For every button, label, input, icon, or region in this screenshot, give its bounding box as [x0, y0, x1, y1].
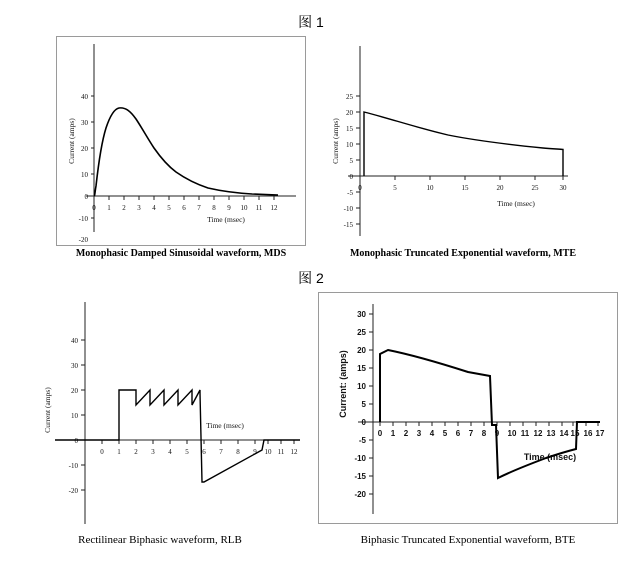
- svg-text:15: 15: [570, 429, 580, 438]
- svg-text:4: 4: [152, 204, 156, 212]
- chart-rlb: [10, 292, 310, 532]
- caption-rlb: Rectilinear Biphasic waveform, RLB: [78, 534, 242, 546]
- x-axis-title: Time (msec): [523, 452, 577, 462]
- svg-text:0: 0: [349, 173, 353, 181]
- svg-text:5: 5: [393, 184, 397, 192]
- svg-text:-10: -10: [68, 462, 78, 470]
- chart-panel-bte: [318, 292, 618, 546]
- chart-mte: [318, 36, 608, 246]
- svg-text:1: 1: [107, 204, 111, 212]
- x-ticks: [100, 440, 298, 456]
- svg-text:9: 9: [253, 448, 257, 456]
- svg-text:20: 20: [496, 184, 504, 192]
- caption-mds: Monophasic Damped Sinusoidal waveform, MDS: [75, 248, 287, 259]
- svg-text:0: 0: [377, 429, 383, 438]
- svg-text:-5: -5: [358, 436, 366, 445]
- svg-text:30: 30: [559, 184, 567, 192]
- y-axis-title: Current (amps): [43, 387, 52, 433]
- svg-text:-15: -15: [343, 221, 353, 229]
- svg-text:10: 10: [264, 448, 272, 456]
- x-axis-title: Time (msec): [207, 215, 245, 224]
- chart-panel-mte: [318, 36, 608, 259]
- svg-text:25: 25: [346, 93, 353, 101]
- svg-text:11: 11: [255, 204, 263, 212]
- svg-text:13: 13: [546, 429, 556, 438]
- series-mte-current: [364, 112, 563, 176]
- svg-text:30: 30: [357, 310, 366, 319]
- svg-text:-20: -20: [78, 236, 88, 244]
- svg-text:-15: -15: [354, 472, 366, 481]
- svg-text:40: 40: [71, 337, 78, 345]
- svg-text:6: 6: [182, 204, 186, 212]
- svg-text:3: 3: [151, 448, 155, 456]
- svg-text:10: 10: [346, 141, 353, 149]
- svg-text:-10: -10: [354, 454, 366, 463]
- x-ticks: [358, 176, 567, 192]
- y-ticks: [79, 93, 94, 244]
- svg-text:6: 6: [455, 429, 461, 438]
- svg-text:20: 20: [71, 387, 78, 395]
- svg-text:6: 6: [202, 448, 206, 456]
- svg-text:10: 10: [71, 412, 78, 420]
- svg-text:12: 12: [533, 429, 543, 438]
- svg-text:0: 0: [361, 418, 366, 427]
- svg-text:-5: -5: [347, 189, 353, 197]
- chart-mds: [56, 36, 306, 246]
- y-ticks: [344, 93, 360, 229]
- chart-bte: [318, 292, 618, 532]
- svg-text:20: 20: [357, 346, 366, 355]
- svg-text:0: 0: [74, 437, 78, 445]
- svg-text:9: 9: [227, 204, 231, 212]
- svg-text:10: 10: [357, 382, 366, 391]
- svg-text:14: 14: [559, 429, 569, 438]
- svg-text:-10: -10: [78, 215, 88, 223]
- x-axis-title: Time (msec): [497, 199, 535, 208]
- svg-text:0: 0: [92, 204, 96, 212]
- svg-text:15: 15: [357, 364, 366, 373]
- chart-panel-rlb: [10, 292, 310, 546]
- figure-1-label: 图 1: [298, 14, 324, 30]
- svg-text:2: 2: [403, 429, 409, 438]
- y-axis-title: Current (amps): [331, 118, 340, 164]
- svg-text:10: 10: [81, 171, 88, 179]
- svg-text:25: 25: [357, 328, 366, 337]
- svg-text:11: 11: [277, 448, 285, 456]
- svg-text:5: 5: [185, 448, 189, 456]
- y-axis-title: Current (amps): [67, 118, 76, 164]
- svg-text:-20: -20: [354, 490, 366, 499]
- x-axis-title: Time (msec): [206, 421, 244, 430]
- svg-text:9: 9: [494, 429, 500, 438]
- y-ticks: [354, 310, 373, 499]
- y-axis-title: Current: (amps): [338, 350, 348, 418]
- svg-text:10: 10: [240, 204, 248, 212]
- svg-text:2: 2: [122, 204, 126, 212]
- chart-panel-mds: [56, 36, 306, 259]
- svg-text:11: 11: [520, 429, 530, 438]
- svg-text:5: 5: [361, 400, 366, 409]
- svg-text:4: 4: [168, 448, 172, 456]
- svg-text:0: 0: [358, 184, 362, 192]
- svg-text:8: 8: [481, 429, 487, 438]
- svg-text:0: 0: [100, 448, 104, 456]
- svg-text:7: 7: [219, 448, 223, 456]
- svg-text:16: 16: [583, 429, 593, 438]
- svg-text:20: 20: [346, 109, 353, 117]
- svg-text:8: 8: [212, 204, 216, 212]
- svg-text:-10: -10: [343, 205, 353, 213]
- svg-text:25: 25: [531, 184, 539, 192]
- svg-text:8: 8: [236, 448, 240, 456]
- svg-text:5: 5: [349, 157, 353, 165]
- svg-text:5: 5: [442, 429, 448, 438]
- y-ticks: [69, 337, 85, 495]
- x-ticks: [92, 196, 278, 212]
- svg-text:12: 12: [290, 448, 298, 456]
- svg-text:1: 1: [390, 429, 396, 438]
- svg-text:17: 17: [595, 429, 605, 438]
- svg-text:10: 10: [426, 184, 434, 192]
- series-rlb-current: [55, 390, 300, 482]
- svg-text:7: 7: [197, 204, 201, 212]
- svg-text:0: 0: [84, 193, 88, 201]
- figure-2-label: 图 2: [298, 270, 324, 286]
- svg-text:1: 1: [117, 448, 121, 456]
- svg-text:7: 7: [468, 429, 474, 438]
- svg-text:-20: -20: [68, 487, 78, 495]
- svg-text:40: 40: [81, 93, 88, 101]
- svg-text:10: 10: [507, 429, 517, 438]
- caption-bte: Biphasic Truncated Exponential waveform, BTE: [360, 534, 576, 546]
- svg-text:12: 12: [270, 204, 278, 212]
- svg-text:20: 20: [81, 145, 88, 153]
- series-mds-current: [94, 108, 278, 196]
- svg-text:30: 30: [81, 119, 88, 127]
- svg-text:3: 3: [137, 204, 141, 212]
- svg-text:15: 15: [461, 184, 469, 192]
- svg-text:30: 30: [71, 362, 78, 370]
- svg-text:4: 4: [429, 429, 435, 438]
- caption-mte: Monophasic Truncated Exponential waveform, MTE: [349, 248, 577, 259]
- svg-text:3: 3: [416, 429, 422, 438]
- svg-text:2: 2: [134, 448, 138, 456]
- svg-text:15: 15: [346, 125, 353, 133]
- svg-text:5: 5: [167, 204, 171, 212]
